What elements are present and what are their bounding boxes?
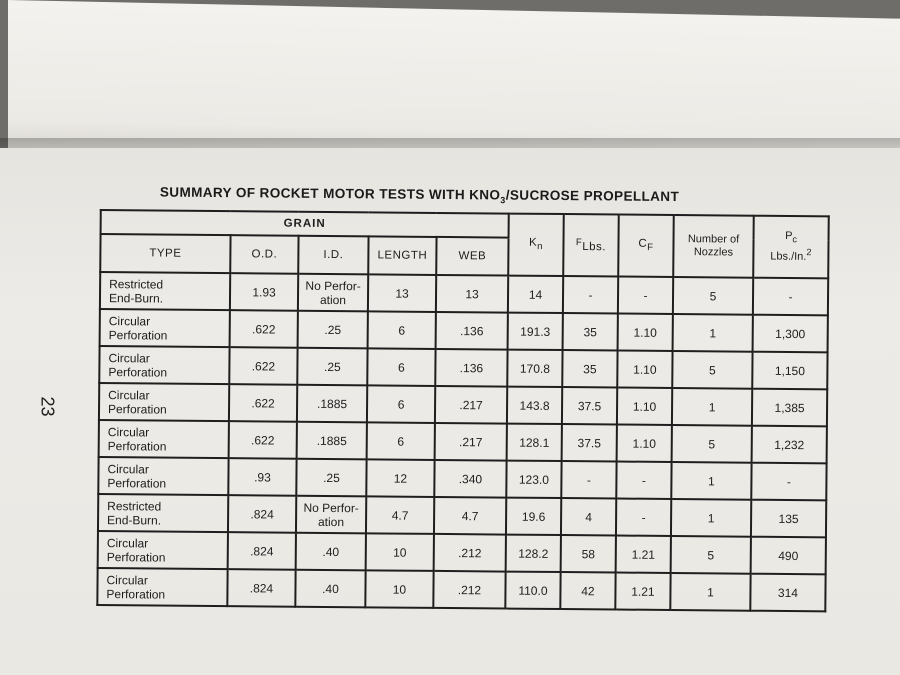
pc-main: P [785,230,793,243]
nozzles-cell: 1 [671,499,751,537]
length-cell: 4.7 [366,496,434,534]
type-line: Restricted [107,498,162,514]
nozzles-cell: 5 [673,277,753,315]
table-row [98,457,826,500]
type-cell [98,457,228,495]
pc-cell: - [753,278,828,316]
type-cell [98,531,228,569]
type-cell [100,272,230,310]
table-row [97,568,825,611]
od-cell: .824 [228,532,296,570]
length-cell: 13 [368,274,436,312]
od-cell: .824 [227,569,295,607]
id-line: ation [319,292,347,307]
length-cell: 6 [367,348,435,386]
kn-sub: n [537,240,544,253]
type-line: Circular [108,350,150,365]
id-line: No Perfor- [305,278,361,293]
type-line: Circular [108,387,150,402]
pc-header [753,216,829,279]
f-cell: 58 [561,535,616,572]
web-cell: .217 [435,386,507,424]
type-cell [98,494,228,532]
nozzles-cell: 1 [670,573,750,611]
nozzles-cell: 1 [671,462,751,500]
kn-cell: 110.0 [505,572,560,609]
f-cell: 37.5 [562,387,617,424]
web-cell: 4.7 [434,497,506,535]
cf-cell: 1.10 [617,388,672,425]
id-cell [297,348,367,386]
type-line: End-Burn. [108,290,164,306]
kn-cell: 14 [508,276,563,313]
cf-header [618,215,674,277]
length-cell: 12 [366,459,434,497]
kn-cell: 128.1 [507,424,562,461]
id-cell [296,533,366,571]
nozzles-cell: 1 [672,388,752,426]
cf-main: C [638,237,648,250]
cf-sub: F [647,241,654,253]
pc-unit: Lbs./In. [770,250,807,264]
type-line: Circular [107,424,150,439]
pc-cell: 135 [751,500,826,538]
od-cell: .622 [229,384,297,422]
pc-cell: - [751,463,826,501]
id-cell [296,459,366,497]
type-line: Perforation [107,438,167,454]
od-cell: .93 [228,458,296,496]
id-line: .25 [324,359,341,374]
type-cell [99,383,229,421]
web-cell: .217 [435,423,507,461]
table-body [97,272,828,611]
f-cell: 35 [563,313,618,350]
kn-cell: 170.8 [507,350,562,387]
title-rest: /SUCROSE PROPELLANT [505,187,680,205]
kn-main: K [528,236,538,249]
pc-sup: 2 [806,247,812,258]
web-cell: .340 [434,460,506,498]
nozzles-cell: 5 [672,351,752,389]
od-cell: 1.93 [230,273,298,311]
kn-header [508,214,564,276]
pc-cell: 314 [750,574,825,612]
f-cell: - [563,276,618,313]
kn-cell: 123.0 [506,461,561,498]
id-cell [297,422,367,460]
pc-cell: 1,300 [753,315,828,353]
length-cell: 6 [368,311,436,349]
type-line: Perforation [106,586,166,602]
nozzles-line2: Nozzles [693,246,734,259]
web-cell: .212 [434,534,506,572]
type-line: Restricted [109,276,164,292]
table-row [100,309,828,352]
pc-cell: 1,385 [752,389,827,427]
type-cell [99,420,229,458]
kn-cell: 191.3 [508,313,563,350]
cf-cell: - [618,277,673,314]
id-line: No Perfor- [303,500,359,515]
nozzles-cell: 5 [671,536,751,574]
cf-cell: 1.10 [617,351,672,388]
f-unit: Lbs. [582,241,607,254]
web-cell: .136 [435,349,507,387]
f-cell: 35 [562,350,617,387]
kn-cell: 143.8 [507,387,562,424]
f-cell: - [561,461,616,498]
nozzles-line1: Number of [687,233,740,246]
od-cell: .824 [228,495,296,533]
type-cell [99,346,229,384]
id-line: .40 [322,544,340,559]
type-line: Perforation [108,327,168,343]
od-header: O.D. [230,235,298,274]
pc-cell: 490 [751,537,826,575]
length-header: LENGTH [368,236,436,275]
length-cell: 6 [367,385,435,423]
id-cell [296,496,366,534]
id-line: ation [317,514,345,529]
pc-cell: 1,150 [752,352,827,390]
type-cell [100,309,230,347]
type-cell [97,568,227,606]
type-line: Perforation [108,364,168,380]
id-cell [298,274,368,312]
cf-cell: - [616,499,671,536]
id-cell [297,385,367,423]
id-line: .40 [322,581,339,596]
cf-cell: - [616,462,671,499]
f-cell: 42 [560,572,615,609]
od-cell: .622 [229,347,297,385]
cf-cell: 1.10 [617,425,672,462]
id-line: .1885 [316,433,347,448]
web-cell: .212 [433,571,505,609]
pc-cell: 1,232 [752,426,827,464]
table-row [99,346,827,389]
length-cell: 6 [367,422,435,460]
cf-cell: 1.21 [616,536,671,573]
type-header: TYPE [100,234,230,273]
id-line: .25 [324,322,342,337]
f-cell: 4 [561,498,616,535]
web-cell: 13 [436,275,508,313]
type-line: Circular [106,572,148,587]
f-main: F [575,237,583,249]
table-row [98,494,826,537]
nozzles-cell: 1 [673,314,753,352]
f-cell: 37.5 [562,424,617,461]
type-line: Circular [108,313,151,328]
cf-cell: 1.10 [618,314,673,351]
length-cell: 10 [365,570,433,608]
type-line: Perforation [106,549,166,565]
type-line: Circular [106,535,149,550]
length-cell: 10 [366,533,434,571]
type-line: End-Burn. [107,512,162,528]
id-line: .25 [323,470,340,485]
nozzles-header [673,215,754,278]
id-header: I.D. [298,236,368,275]
id-line: .1885 [317,396,348,411]
id-cell [298,311,368,349]
table-row [100,272,828,315]
pc-sub: c [792,234,798,245]
type-line: Perforation [107,401,167,417]
nozzles-cell: 5 [672,425,752,463]
pc-symbol [757,230,824,247]
od-cell: .622 [229,421,297,459]
cf-cell: 1.21 [615,573,670,610]
title-main: SUMMARY OF ROCKET MOTOR TESTS WITH KNO [159,184,501,203]
grain-header: GRAIN [101,210,509,238]
title-subscript: 3 [500,195,506,206]
table-row [99,420,827,463]
id-cell [295,570,365,608]
type-line: Perforation [107,475,167,491]
pc-unit-line [757,246,824,264]
kn-cell: 128.2 [506,535,561,572]
kn-cell: 19.6 [506,498,561,535]
summary-table [96,209,829,612]
f-header [563,214,619,276]
table-row [99,383,827,426]
od-cell: .622 [230,310,298,348]
web-header: WEB [436,237,508,276]
type-line: Circular [107,461,149,476]
table-row [98,531,826,574]
web-cell: .136 [436,312,508,350]
page-number: 23 [37,396,58,417]
